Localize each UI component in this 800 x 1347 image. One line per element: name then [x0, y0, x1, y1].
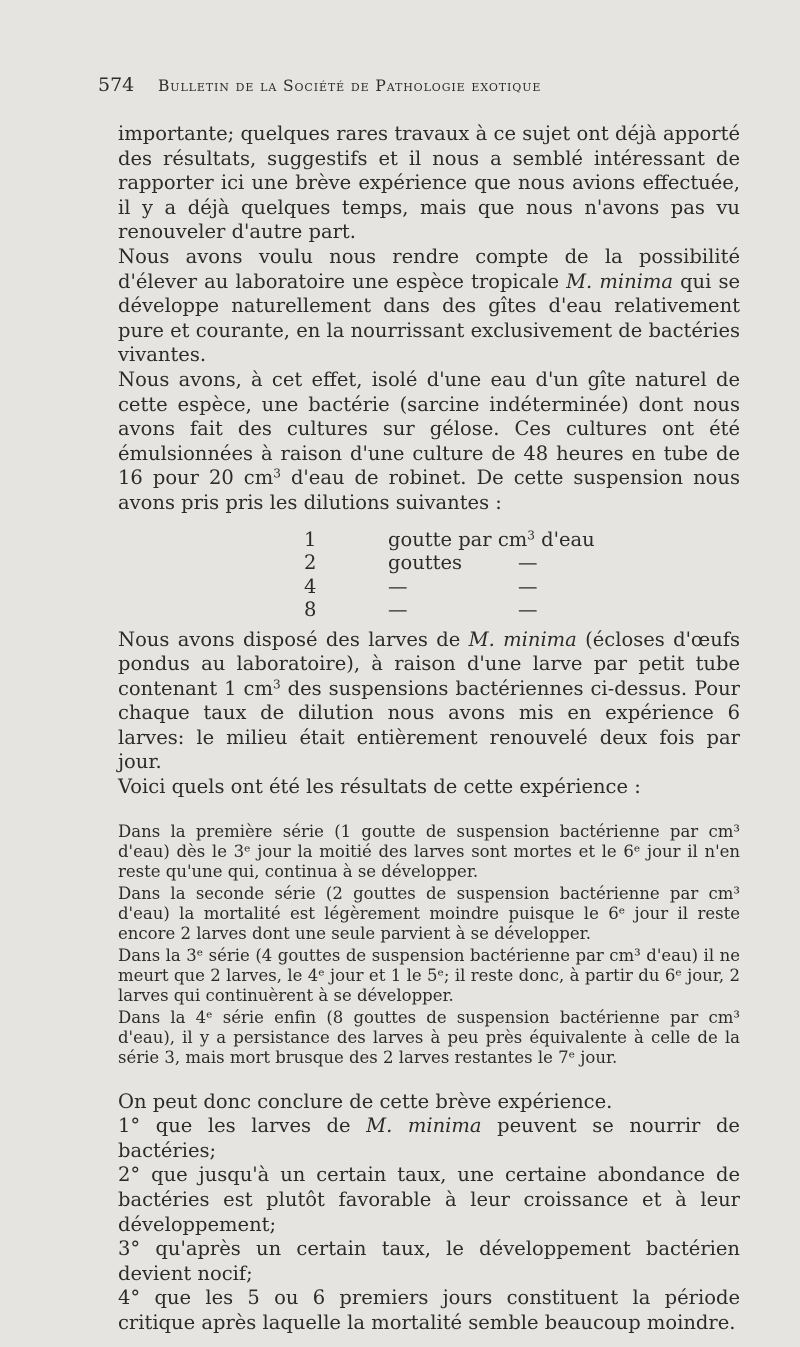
result-series-1: Dans la première série (1 goutte de suspension bactérienne par cm³ d'eau) dès le 3ᵉ jour la moitié des larves sont mortes et le 6ᵉ jour il n'en reste qu'une qui, continua à se développer.: [118, 821, 740, 881]
result-series-3: Dans la 3ᵉ série (4 gouttes de suspension bactérienne par cm³ d'eau) il ne meurt que 2 larves, le 4ᵉ jour et 1 le 5ᵉ; il reste donc, à partir du 6ᵉ jour, 2 larves qui continuèrent à se développer.: [118, 945, 740, 1005]
dilution-row: 2 gouttes —: [304, 551, 538, 574]
page-number: 574: [98, 74, 135, 96]
results-block: [118, 822, 740, 1068]
conclusion-item: 4° que les 5 ou 6 premiers jours constituent la période critique après laquelle la mortalité semble beaucoup moindre.: [118, 1286, 740, 1334]
running-title: Bulletin de la Société de Pathologie exotique: [158, 77, 542, 95]
conclusion-item: 1° que les larves de M. minima peuvent se nourrir de bactéries;: [118, 1114, 740, 1162]
result-series-2: Dans la seconde série (2 gouttes de suspension bactérienne par cm³ d'eau) la mortalité est légèrement moindre puisque le 6ᵉ jour il reste encore 2 larves dont une seule parvient à se développer.: [118, 883, 740, 943]
running-header: [98, 74, 698, 108]
species-name: M. minima: [566, 269, 673, 293]
conclusion-intro: On peut donc conclure de cette brève expérience.: [118, 1089, 613, 1113]
conclusion-item: 2° que jusqu'à un certain taux, une certaine abondance de bactéries est plutôt favorable à leur croissance et à leur développement;: [118, 1163, 740, 1236]
dilution-row: 8 — —: [304, 598, 538, 621]
dilution-table: [304, 528, 740, 622]
article-body: [118, 122, 740, 1336]
paragraph-method: Nous avons, à cet effet, isolé d'une eau d'un gîte naturel de cette espèce, une bactérie (sarcine indéterminée) dont nous avons fait des cultures sur gélose. Ces cultures ont été émulsionnées à raison d'une culture de 48 heures en tube de 16 pour 20 $cm^3$ d'eau de robinet. De cette suspension nous avons pris pris les dilutions suivantes :: [118, 367, 740, 514]
paragraph-results-intro: Voici quels ont été les résultats de cette expérience :: [118, 775, 641, 799]
species-name: M. minima: [366, 1114, 482, 1138]
result-series-4: Dans la 4ᵉ série enfin (8 gouttes de suspension bactérienne par cm³ d'eau), il y a persistance des larves à peu près équivalente à celle de la série 3, mais mort brusque des 2 larves restantes le 7ᵉ jour.: [118, 1007, 740, 1067]
paragraph-aim: Nous avons voulu nous rendre compte de la possibilité d'élever au laboratoire une espèce tropicale M. minima qui se développe naturellement dans des gîtes d'eau relativement pure et courante, en la nourrissant exclusivement de bactéries vivantes.: [118, 244, 740, 367]
species-name: M. minima: [468, 627, 577, 651]
dilution-row: 1 goutte par $cm^3$ d'eau: [304, 527, 595, 551]
conclusion-item: 3° qu'après un certain taux, le développement bactérien devient nocif;: [118, 1237, 740, 1285]
paragraph-continuation: importante; quelques rares travaux à ce sujet ont déjà apporté des résultats, suggestifs et il nous a semblé intéressant de rapporter ici une brève expérience que nous avions effectuée, il y a déjà quelques temps, mais que nous n'avons pas vu renouveler d'autre part.: [118, 122, 740, 244]
conclusions-block: [118, 1090, 740, 1336]
paragraph-setup: Nous avons disposé des larves de M. minima (écloses d'œufs pondus au laboratoire), à raison d'une larve par petit tube contenant 1 $cm^3$ des suspensions bactériennes ci-dessus. Pour chaque taux de dilution nous avons mis en expérience 6 larves: le milieu était entièrement renouvelé deux fois par jour.: [118, 627, 741, 774]
dilution-row: 4 — —: [304, 574, 538, 598]
